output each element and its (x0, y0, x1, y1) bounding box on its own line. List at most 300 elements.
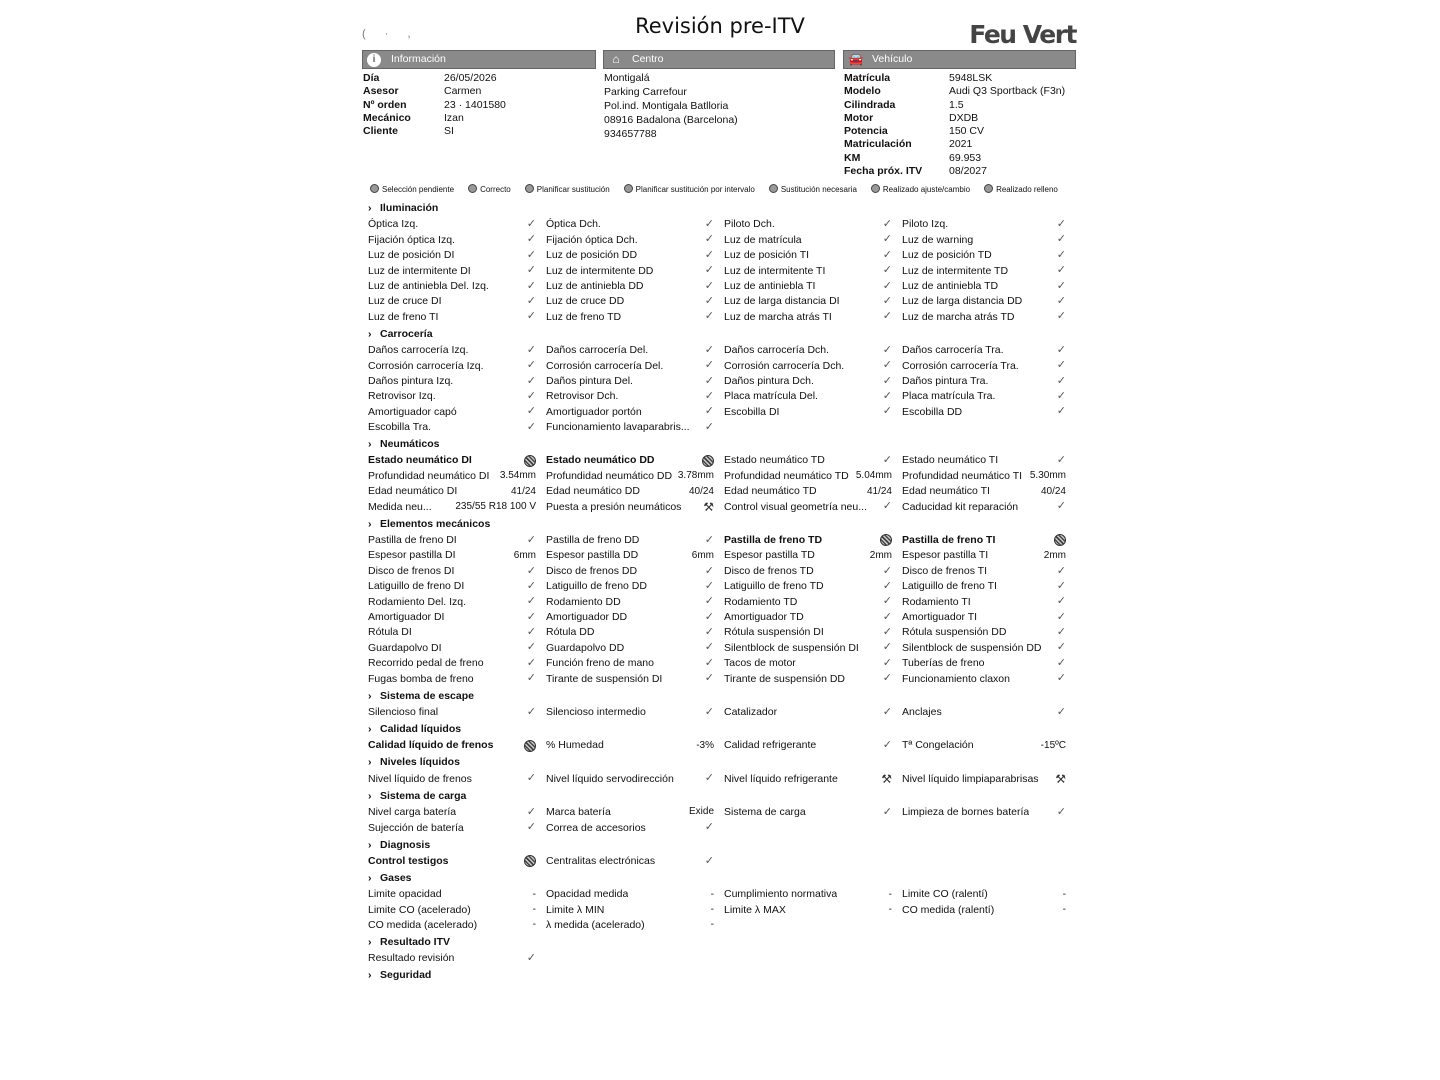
check-item (546, 294, 724, 309)
check-icon: ✓ (526, 218, 536, 231)
check-icon: ✓ (526, 295, 536, 308)
check-item (368, 887, 546, 902)
section-grid (368, 343, 1076, 435)
check-value: - (1062, 888, 1066, 900)
check-label: Luz de antiniebla TD (902, 279, 999, 292)
chevron-right-icon: › (368, 438, 372, 451)
check-icon: ✓ (882, 610, 892, 623)
check-icon: ✓ (882, 343, 892, 356)
check-item (368, 453, 546, 468)
check-label: Luz de marcha atrás TI (724, 310, 832, 323)
check-item (724, 820, 902, 835)
section-title (368, 966, 1076, 984)
legend-label: Realizado relleno (996, 185, 1058, 194)
check-item (902, 640, 1076, 655)
check-label: Silencioso intermedio (546, 705, 646, 718)
check-item (902, 374, 1076, 389)
info-value: 2021 (949, 138, 973, 151)
section-grid (368, 453, 1076, 515)
tools-icon: ⚒ (703, 499, 714, 514)
check-label: Luz de warning (902, 233, 974, 246)
car-icon: 🚘 (848, 52, 864, 67)
check-item (902, 951, 1076, 966)
chevron-right-icon: › (368, 969, 372, 982)
check-icon: ✓ (882, 454, 892, 467)
info-value: 69.953 (949, 151, 982, 164)
check-label: Latiguillo de freno DI (368, 580, 465, 593)
check-item (724, 294, 902, 309)
vehiculo-header: 🚘 Vehículo (843, 50, 1076, 69)
check-value: 3.78mm (677, 470, 714, 482)
check-label: Guardapolvo DD (546, 641, 625, 654)
check-icon: ✓ (882, 374, 892, 387)
section-label: Carrocería (380, 327, 433, 340)
section-label: Calidad líquidos (380, 722, 462, 735)
check-item (902, 420, 1076, 435)
check-label: Edad neumático DI (368, 485, 458, 498)
check-icon: ✓ (704, 579, 714, 592)
check-label: Limite λ MIN (546, 903, 605, 916)
check-item (724, 468, 902, 483)
check-item (546, 548, 724, 563)
check-label: λ medida (acelerado) (546, 919, 645, 932)
check-item (902, 579, 1076, 594)
check-label: Profundidad neumático DI (368, 469, 490, 482)
info-row (363, 72, 593, 85)
check-icon: ✓ (882, 390, 892, 402)
check-value: 40/24 (1040, 485, 1066, 497)
check-item (546, 805, 724, 820)
info-row (363, 125, 593, 138)
check-value: 41/24 (510, 485, 536, 497)
check-item (368, 294, 546, 309)
chevron-right-icon: › (368, 936, 372, 949)
check-label: Edad neumático TI (902, 485, 990, 498)
check-item (546, 468, 724, 483)
check-item (546, 640, 724, 655)
check-label: Amortiguador TI (902, 610, 978, 623)
check-icon: ✓ (526, 952, 536, 965)
check-icon: ✓ (1056, 454, 1066, 467)
check-icon: ✓ (704, 610, 714, 623)
check-item (724, 548, 902, 563)
check-label: Limite CO (ralentí) (902, 888, 988, 901)
check-label: Opacidad medida (546, 888, 629, 901)
check-label: Silencioso final (368, 705, 439, 718)
check-icon: ✓ (1056, 564, 1066, 577)
check-item (368, 548, 546, 563)
check-value: 2mm (869, 549, 892, 561)
info-row (363, 99, 593, 112)
check-label: Corrosión carrocería Dch. (724, 359, 845, 372)
check-icon: ✓ (526, 420, 536, 433)
section-grid (368, 951, 1076, 966)
check-label: Resultado revisión (368, 952, 455, 965)
section-title (368, 787, 1076, 805)
check-item (546, 217, 724, 232)
check-item (368, 248, 546, 263)
section-label: Elementos mecánicos (380, 517, 491, 530)
check-icon: ✓ (526, 310, 536, 323)
check-label: Nivel líquido refrigerante (724, 772, 838, 785)
centro-line: Montigalá (604, 72, 650, 84)
check-value: 6mm (691, 549, 714, 561)
check-label: Daños carrocería Dch. (724, 344, 830, 357)
check-item (724, 358, 902, 373)
check-icon: ✓ (704, 279, 714, 292)
check-item (724, 805, 902, 820)
section-label: Sistema de carga (380, 789, 467, 802)
check-item (546, 358, 724, 373)
check-item (368, 656, 546, 671)
check-item (724, 420, 902, 435)
check-label: Calidad líquido de frenos (368, 739, 494, 752)
check-label: Escobilla DD (902, 405, 963, 418)
check-item (546, 820, 724, 835)
check-item (902, 248, 1076, 263)
check-value: -15ºC (1040, 739, 1066, 751)
check-item (902, 533, 1076, 548)
check-label: Medida neu... (368, 500, 432, 513)
check-item (902, 771, 1076, 786)
check-icon: ✓ (526, 533, 536, 546)
check-label: Profundidad neumático TD (724, 469, 849, 482)
sections (368, 199, 1076, 984)
check-item (546, 499, 724, 514)
check-label: Rodamiento TD (724, 595, 798, 608)
check-item (368, 951, 546, 966)
check-icon: ✓ (882, 805, 892, 818)
check-item (724, 232, 902, 247)
check-icon: ✓ (1056, 626, 1066, 639)
check-icon: ✓ (1056, 264, 1066, 277)
check-label: Latiguillo de freno DD (546, 580, 647, 593)
check-label: Pastilla de freno TI (902, 534, 996, 547)
info-value: Audi Q3 Sportback (F3n) (949, 85, 1066, 98)
check-icon: ✓ (882, 739, 892, 752)
vehiculo-block (844, 72, 1074, 178)
check-label: Anclajes (902, 705, 942, 718)
check-label: Limpieza de bornes batería (902, 806, 1030, 819)
check-icon: ✓ (882, 248, 892, 261)
warning-status-icon (524, 455, 536, 467)
info-key: Modelo (844, 85, 881, 98)
info-header: i Información (362, 50, 596, 69)
check-icon: ✓ (1056, 405, 1066, 418)
check-item (368, 805, 546, 820)
check-label: Limite CO (acelerado) (368, 903, 471, 916)
legend-label: Planificar sustitución (536, 185, 610, 194)
check-label: Silentblock de suspensión DI (724, 641, 859, 654)
check-value: 5.30mm (1029, 470, 1066, 482)
check-item (368, 640, 546, 655)
check-icon: ✓ (704, 405, 714, 418)
check-item (546, 533, 724, 548)
info-row (844, 99, 1074, 112)
check-icon: ✓ (1056, 248, 1066, 261)
check-label: Edad neumático DD (546, 485, 640, 498)
check-label: Óptica Dch. (546, 218, 601, 231)
check-icon: ✓ (526, 564, 536, 577)
check-value: - (888, 903, 892, 915)
check-item (902, 548, 1076, 563)
check-label: Limite λ MAX (724, 903, 786, 916)
check-icon: ✓ (526, 405, 536, 418)
section-title (368, 515, 1076, 533)
check-label: Tacos de motor (724, 657, 796, 670)
check-item (902, 671, 1076, 686)
chevron-right-icon: › (368, 838, 372, 851)
info-value: 23 · 1401580 (444, 98, 506, 111)
check-icon: ✓ (882, 672, 892, 685)
check-label: Corrosión carrocería Tra. (902, 359, 1019, 372)
check-label: Latiguillo de freno TI (902, 580, 997, 593)
check-icon: ✓ (1056, 390, 1066, 402)
check-item (724, 918, 902, 933)
info-key: Matrícula (844, 72, 891, 84)
check-icon: ✓ (526, 279, 536, 292)
check-icon: ✓ (882, 359, 892, 372)
check-icon: ✓ (526, 233, 536, 246)
check-value: Exide (688, 806, 714, 818)
check-item (546, 854, 724, 869)
info-key: Nº orden (363, 98, 407, 111)
check-item (546, 248, 724, 263)
check-icon: ✓ (704, 390, 714, 402)
legend-label: Sustitución necesaria (780, 185, 857, 194)
check-icon: ✓ (882, 656, 892, 669)
check-item (546, 579, 724, 594)
check-value: - (532, 919, 536, 931)
check-item (724, 279, 902, 294)
check-icon: ✓ (704, 264, 714, 277)
check-icon: ✓ (1056, 805, 1066, 818)
warning-status-icon (1054, 534, 1066, 546)
check-icon: ✓ (526, 772, 536, 785)
info-key: Matriculación (844, 138, 912, 151)
check-label: Estado neumático TD (724, 454, 825, 467)
check-item (546, 887, 724, 902)
check-item (902, 279, 1076, 294)
check-item (724, 705, 902, 720)
check-item (368, 610, 546, 625)
check-icon: ✓ (882, 279, 892, 292)
check-label: Pastilla de freno TD (724, 534, 823, 547)
check-icon: ✓ (1056, 595, 1066, 608)
check-icon: ✓ (526, 805, 536, 818)
check-icon: ✓ (704, 420, 714, 433)
check-label: Retrovisor Dch. (546, 390, 619, 403)
section-title (368, 687, 1076, 705)
check-item (368, 358, 546, 373)
check-icon: ✓ (704, 343, 714, 356)
check-icon: ✓ (526, 264, 536, 277)
check-icon: ✓ (704, 821, 714, 834)
check-label: Luz de posición DD (546, 249, 638, 262)
section-label: Neumáticos (380, 438, 440, 451)
check-label: Tuberías de freno (902, 657, 985, 670)
check-label: Rodamiento DD (546, 595, 621, 608)
check-icon: ✓ (882, 264, 892, 277)
check-item (724, 499, 902, 514)
legend-label: Selección pendiente (382, 185, 455, 194)
chevron-right-icon: › (368, 789, 372, 802)
check-item (724, 404, 902, 419)
check-item (546, 625, 724, 640)
chevron-right-icon: › (368, 871, 372, 884)
check-item (368, 232, 546, 247)
section-grid (368, 738, 1076, 753)
check-icon: ✓ (526, 705, 536, 718)
check-value: 5.04mm (855, 470, 892, 482)
check-item (368, 279, 546, 294)
centro-line: 08916 Badalona (Barcelona) (604, 114, 738, 126)
check-label: Estado neumático TI (902, 454, 999, 467)
check-item (368, 705, 546, 720)
check-item (902, 594, 1076, 609)
info-value: DXDB (949, 111, 979, 124)
check-item (368, 420, 546, 435)
check-icon: ✓ (526, 626, 536, 639)
check-label: Cumplimiento normativa (724, 888, 838, 901)
check-icon: ✓ (1056, 359, 1066, 372)
check-icon: ✓ (526, 390, 536, 402)
check-item (902, 232, 1076, 247)
legend-dot-icon (984, 184, 993, 193)
check-label: CO medida (acelerado) (368, 919, 478, 932)
check-icon: ✓ (704, 295, 714, 308)
check-item (546, 656, 724, 671)
check-label: Luz de larga distancia DD (902, 295, 1023, 308)
check-label: Control visual geometría neu... (724, 500, 867, 513)
check-icon: ✓ (526, 821, 536, 834)
check-label: Fijación óptica Izq. (368, 233, 455, 246)
check-label: Tirante de suspensión DD (724, 672, 846, 685)
check-label: Daños pintura Tra. (902, 374, 989, 387)
check-item (368, 579, 546, 594)
check-label: Luz de antiniebla TI (724, 279, 816, 292)
check-item (902, 309, 1076, 324)
check-item (902, 263, 1076, 278)
check-value: - (532, 903, 536, 915)
check-item (902, 453, 1076, 468)
check-item (546, 263, 724, 278)
page-title: Revisión pre-ITV (635, 14, 805, 38)
info-key: Motor (844, 111, 874, 124)
check-item (902, 343, 1076, 358)
check-icon: ✓ (1056, 705, 1066, 718)
check-label: Nivel líquido servodirección (546, 772, 674, 785)
check-label: Profundidad neumático TI (902, 469, 1023, 482)
check-item (902, 902, 1076, 917)
handwritten-mark: ( · , (362, 28, 419, 40)
check-label: Limite opacidad (368, 888, 442, 901)
info-key: KM (844, 151, 861, 164)
check-item (724, 309, 902, 324)
check-icon: ✓ (882, 626, 892, 639)
check-icon: ✓ (1056, 310, 1066, 323)
check-item (724, 902, 902, 917)
check-label: Disco de frenos DD (546, 564, 638, 577)
info-value: 150 CV (949, 125, 985, 138)
check-label: Luz de intermitente DI (368, 264, 471, 277)
check-label: Placa matrícula Del. (724, 390, 818, 403)
check-item (546, 343, 724, 358)
check-item (724, 887, 902, 902)
check-item (724, 610, 902, 625)
check-icon: ✓ (704, 218, 714, 231)
check-icon: ✓ (704, 705, 714, 718)
check-item (724, 563, 902, 578)
check-label: Recorrido pedal de freno (368, 657, 484, 670)
check-label: Profundidad neumático DD (546, 469, 673, 482)
info-value: 5948LSK (949, 72, 993, 84)
chevron-right-icon: › (368, 202, 372, 214)
check-item (724, 854, 902, 869)
tools-icon: ⚒ (881, 771, 892, 786)
check-label: Estado neumático DI (368, 454, 472, 467)
check-label: Luz de posición DI (368, 249, 455, 262)
centro-line: Parking Carrefour (604, 86, 687, 98)
check-label: Edad neumático TD (724, 485, 817, 498)
check-item (724, 248, 902, 263)
section-grid (368, 771, 1076, 786)
check-label: Calidad refrigerante (724, 739, 817, 752)
check-label: Placa matrícula Tra. (902, 390, 996, 403)
check-icon: ✓ (1056, 641, 1066, 654)
section-label: Sistema de escape (380, 689, 474, 702)
home-icon: ⌂ (612, 52, 620, 67)
check-label: Corrosión carrocería Izq. (368, 359, 484, 372)
info-key: Potencia (844, 125, 888, 138)
check-item (902, 484, 1076, 499)
check-label: Centralitas electrónicas (546, 854, 656, 867)
check-label: Marca batería (546, 806, 611, 819)
check-label: Luz de posición TD (902, 249, 992, 262)
check-item (368, 533, 546, 548)
check-icon: ✓ (526, 359, 536, 372)
legend-item (984, 184, 1058, 195)
check-item (368, 625, 546, 640)
check-label: Luz de cruce DD (546, 295, 625, 308)
info-row (844, 165, 1074, 178)
legend-item (871, 184, 970, 195)
section-title (368, 435, 1076, 453)
check-item (546, 484, 724, 499)
check-label: Amortiguador portón (546, 405, 642, 418)
legend-item (624, 184, 755, 195)
check-label: Luz de larga distancia DI (724, 295, 840, 308)
check-label: Luz de freno TD (546, 310, 622, 323)
section-label: Diagnosis (380, 838, 431, 851)
check-label: Sistema de carga (724, 806, 806, 819)
check-item (902, 294, 1076, 309)
legend-dot-icon (525, 184, 534, 193)
check-item (724, 217, 902, 232)
check-label: Luz de intermitente TI (724, 264, 826, 277)
info-row (844, 72, 1074, 85)
check-icon: ✓ (1056, 672, 1066, 685)
check-value: - (532, 888, 536, 900)
info-key: Asesor (363, 85, 399, 98)
chevron-right-icon: › (368, 517, 372, 530)
status-legend (370, 184, 1078, 195)
check-item (546, 374, 724, 389)
info-value: 1.5 (949, 98, 964, 111)
check-label: Luz de matrícula (724, 233, 802, 246)
check-value: - (710, 919, 714, 931)
check-label: Estado neumático DD (546, 454, 655, 467)
